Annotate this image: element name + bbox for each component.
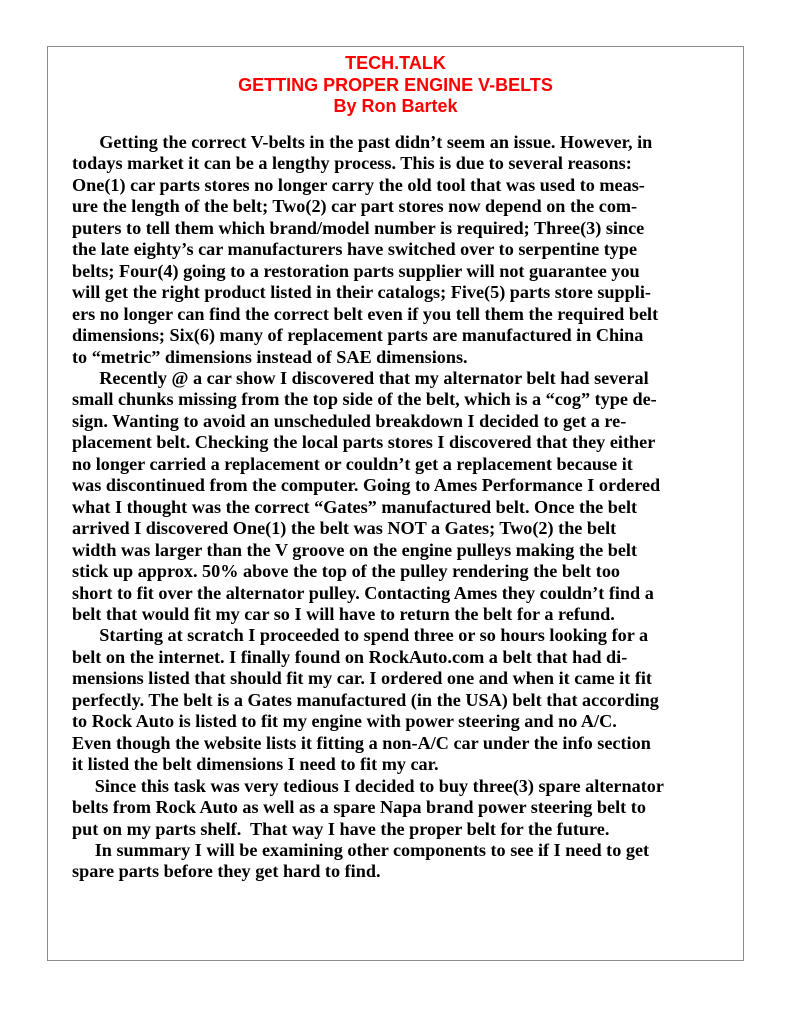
article-line: no longer carried a replacement or couldn’t get a replacement because it [72,453,633,474]
article-line: Getting the correct V-belts in the past didn’t seem an issue. However, in [72,132,653,152]
article-line: width was larger than the V groove on the engine pulleys making the belt [72,539,638,560]
article-line: Even though the website lists it fitting a non-A/C car under the info section [72,732,651,753]
article-line: will get the right product listed in their catalogs; Five(5) parts store suppli- [72,282,651,303]
article-line: ure the length of the belt; Two(2) car part stores now depend on the com- [72,196,638,217]
article-line: perfectly. The belt is a Gates manufactured (in the USA) belt that according [72,689,659,710]
article-line: it listed the belt dimensions I need to fit my car. [72,754,439,775]
article-line: arrived I discovered One(1) the belt was NOT a Gates; Two(2) the belt [72,518,617,539]
article-line: the late eighty’s car manufacturers have switched over to serpentine type [72,239,638,260]
article-line: small chunks missing from the top side of the belt, which is a “cog” type de- [72,389,657,410]
article-line: to Rock Auto is listed to fit my engine with power steering and no A/C. [72,711,617,732]
article-line: dimensions; Six(6) many of replacement parts are manufactured in China [72,325,644,346]
article-line: In summary I will be examining other components to see if I need to get [72,839,650,860]
article-line: One(1) car parts stores no longer carry the old tool that was used to meas- [72,174,645,195]
article-line: belt on the internet. I finally found on RockAuto.com a belt that had di- [72,646,628,667]
article-line: what I thought was the correct “Gates” manufactured belt. Once the belt [72,496,638,517]
author-byline: By Ron Bartek [333,96,458,116]
article-line: belt that would fit my car so I will have to return the belt for a refund. [72,603,615,624]
article-line: sign. Wanting to avoid an unscheduled breakdown I decided to get a re- [72,410,627,431]
article-line: short to fit over the alternator pulley. Contacting Ames they couldn’t find a [72,582,654,603]
article-line: was discontinued from the computer. Going to Ames Performance I ordered [72,475,661,496]
article-line: placement belt. Checking the local parts stores I discovered that they either [72,432,656,453]
article-line: puters to tell them which brand/model number is required; Three(3) since [72,217,645,238]
article-line: belts; Four(4) going to a restoration parts supplier will not guarantee you [72,260,640,281]
article-line: todays market it can be a lengthy process. This is due to several reasons: [72,153,632,174]
article-line: Recently @ a car show I discovered that my alternator belt had several [72,367,649,388]
article-line: stick up approx. 50% above the top of the pulley rendering the belt too [72,561,621,582]
article-header [47,53,744,118]
article-line: belts from Rock Auto as well as a spare Napa brand power steering belt to [72,797,646,818]
article-body [72,132,746,883]
article-line: put on my parts shelf. That way I have the proper belt for the future. [72,818,610,839]
article-title: GETTING PROPER ENGINE V-BELTS [238,74,553,95]
article-line: to “metric” dimensions instead of SAE dimensions. [72,346,468,367]
article-line: spare parts before they get hard to find. [72,861,381,882]
article-line: ers no longer can find the correct belt even if you tell them the required belt [72,303,659,324]
article-line: Starting at scratch I proceeded to spend three or so hours looking for a [72,625,649,646]
article-line: mensions listed that should fit my car. I ordered one and when it came it fit [72,668,652,689]
section-title: TECH.TALK [345,53,446,73]
article-line: Since this task was very tedious I decided to buy three(3) spare alternator [72,775,664,796]
